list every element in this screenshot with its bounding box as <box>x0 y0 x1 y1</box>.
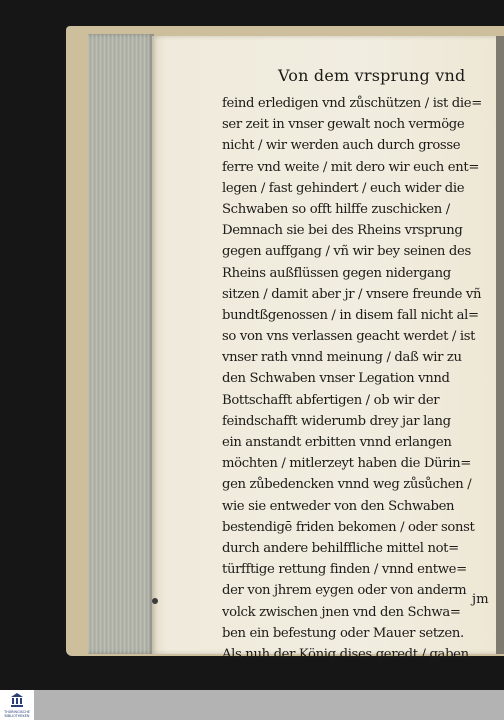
text-line: Schwaben so offt hilffe zuschicken / <box>222 201 450 217</box>
library-building-icon <box>11 693 23 707</box>
text-line: der von jhrem eygen oder von anderm <box>222 583 467 599</box>
text-line: gen zůbedencken vnnd weg zůsůchen / <box>222 477 472 493</box>
text-line: gegen auffgang / vñ wir bey seinen des <box>222 244 471 260</box>
page-right-edge <box>496 36 504 654</box>
text-line: sitzen / damit aber jr / vnsere freunde vñ <box>222 286 482 302</box>
page-block-edge <box>88 34 154 654</box>
text-line: Als nuh der König dises geredt / gaben <box>222 646 469 662</box>
running-head: Von dem vrsprung vnd <box>278 66 466 85</box>
library-logo[interactable] <box>0 690 34 720</box>
text-line: ein anstandt erbitten vnnd erlangen <box>222 435 452 450</box>
logo-caption <box>1 710 33 718</box>
text-line: bundtßgenossen / in disem fall nicht al= <box>222 307 479 323</box>
text-line: den Schwaben vnser Legation vnnd <box>222 371 450 387</box>
text-line: bestendigē friden bekomen / oder sonst <box>222 519 475 535</box>
logo-caption-line2: BIBLIOTHEKEN <box>4 714 30 718</box>
text-line: volck zwischen jnen vnd den Schwa= <box>222 604 461 620</box>
logo-caption-line1: THÜRINGISCHE <box>4 710 30 714</box>
text-line: möchten / mitlerzeyt haben die Dürin= <box>222 456 471 472</box>
body-text <box>222 93 492 665</box>
text-line: ben ein befestung oder Mauer setzen. <box>222 625 464 641</box>
text-line: vnser rath vnnd meinung / daß wir zu <box>222 350 462 366</box>
text-line: Bottschafft abfertigen / ob wir der <box>222 392 440 408</box>
margin-mark <box>152 598 158 604</box>
text-line: türfftige rettung finden / vnnd entwe= <box>222 562 467 578</box>
text-line: feindschafft widerumb drey jar lang <box>222 413 451 429</box>
text-line: Rheins außflüssen gegen nidergang <box>222 265 451 281</box>
text-line: durch andere behilffliche mittel not= <box>222 540 459 556</box>
text-line: nicht / wir werden auch durch grosse <box>222 138 461 154</box>
text-line: feind erledigen vnd zůschützen / ist die= <box>222 96 482 111</box>
viewer-bottom-bar <box>0 690 504 720</box>
text-line: so von vns verlassen geacht werdet / ist <box>222 329 476 345</box>
text-line: Demnach sie bei des Rheins vrsprung <box>222 223 463 239</box>
catchword: jm <box>472 592 489 607</box>
text-line: wie sie entweder von den Schwaben <box>222 498 455 514</box>
text-line: ferre vnd weite / mit dero wir euch ent= <box>222 159 480 175</box>
text-line: ser zeit in vnser gewalt noch vermöge <box>222 117 465 133</box>
text-line: legen / fast gehindert / euch wider die <box>222 180 465 196</box>
